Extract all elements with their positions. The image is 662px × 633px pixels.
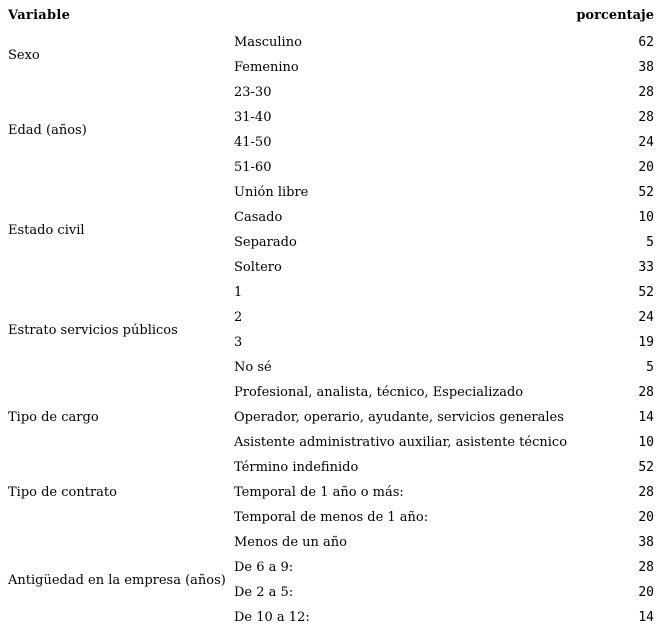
category-label: Soltero [234, 260, 282, 275]
percentage-value: 5 [646, 360, 654, 375]
table-row [0, 455, 662, 480]
table-row [0, 430, 662, 455]
group-label: Estado civil [8, 222, 85, 238]
group-label: Edad (años) [8, 122, 87, 138]
table-row [0, 130, 662, 155]
group-label: Antigüedad en la empresa (años) [8, 572, 226, 588]
table-row [0, 255, 662, 280]
percentage-value: 24 [638, 310, 654, 325]
category-label: Término indefinido [234, 460, 359, 475]
group-antiguedad [0, 530, 662, 630]
percentage-value: 28 [638, 85, 654, 100]
category-label: 2 [234, 310, 243, 325]
percentage-value: 14 [638, 610, 654, 625]
table-row [0, 155, 662, 180]
group-estrato [0, 280, 662, 380]
percentage-value: 24 [638, 135, 654, 150]
category-label: 3 [234, 335, 243, 350]
category-label: De 2 a 5: [234, 585, 294, 600]
table-row [0, 305, 662, 330]
header-percentage: porcentaje [576, 8, 654, 23]
category-label: Unión libre [234, 185, 309, 200]
category-label: 41-50 [234, 135, 272, 150]
category-label: Separado [234, 235, 297, 250]
table-row [0, 530, 662, 555]
percentage-value: 52 [638, 460, 654, 475]
table-row [0, 205, 662, 230]
category-label: De 10 a 12: [234, 610, 310, 625]
category-label: 31-40 [234, 110, 272, 125]
table-header [0, 8, 662, 26]
percentage-value: 20 [638, 585, 654, 600]
group-label: Sexo [8, 47, 40, 63]
percentage-value: 62 [638, 35, 654, 50]
category-label: De 6 a 9: [234, 560, 294, 575]
group-tipo-cargo [0, 380, 662, 455]
category-label: No sé [234, 360, 272, 375]
table-row [0, 355, 662, 380]
header-variable: Variable [8, 8, 71, 23]
percentage-value: 20 [638, 510, 654, 525]
percentage-value: 52 [638, 285, 654, 300]
category-label: Profesional, analista, técnico, Especializado [234, 385, 524, 400]
category-label: Operador, operario, ayudante, servicios generales [234, 410, 564, 425]
category-label: 23-30 [234, 85, 272, 100]
percentage-value: 19 [638, 335, 654, 350]
category-label: Asistente administrativo auxiliar, asistente técnico [234, 435, 568, 450]
group-tipo-contrato [0, 455, 662, 530]
table-row [0, 55, 662, 80]
group-label: Tipo de cargo [8, 410, 99, 425]
percentage-value: 10 [638, 435, 654, 450]
category-label: Menos de un año [234, 535, 347, 550]
table-row [0, 180, 662, 205]
category-label: 51-60 [234, 160, 272, 175]
table-row [0, 405, 662, 430]
table-row [0, 605, 662, 630]
group-sexo [0, 30, 662, 80]
table-row [0, 580, 662, 605]
percentage-value: 28 [638, 110, 654, 125]
table-row [0, 230, 662, 255]
percentage-value: 14 [638, 410, 654, 425]
percentage-value: 38 [638, 60, 654, 75]
table-row [0, 555, 662, 580]
percentage-value: 5 [646, 235, 654, 250]
table-row [0, 505, 662, 530]
percentage-value: 38 [638, 535, 654, 550]
table-row [0, 80, 662, 105]
percentage-value: 52 [638, 185, 654, 200]
table-row [0, 105, 662, 130]
table-row [0, 480, 662, 505]
table-row [0, 380, 662, 405]
category-label: Casado [234, 210, 283, 225]
category-label: Femenino [234, 60, 299, 75]
group-edad [0, 80, 662, 180]
table-row [0, 30, 662, 55]
percentage-value: 10 [638, 210, 654, 225]
table-row [0, 280, 662, 305]
percentage-value: 28 [638, 485, 654, 500]
table-row [0, 330, 662, 355]
category-label: 1 [234, 285, 243, 300]
group-label: Tipo de contrato [8, 485, 117, 500]
group-estado-civil [0, 180, 662, 280]
group-label: Estrato servicios públicos [8, 322, 178, 338]
percentage-value: 28 [638, 560, 654, 575]
percentage-value: 33 [638, 260, 654, 275]
percentage-value: 20 [638, 160, 654, 175]
category-label: Temporal de menos de 1 año: [234, 510, 429, 525]
percentage-value: 28 [638, 385, 654, 400]
category-label: Masculino [234, 35, 302, 50]
category-label: Temporal de 1 año o más: [234, 485, 404, 500]
